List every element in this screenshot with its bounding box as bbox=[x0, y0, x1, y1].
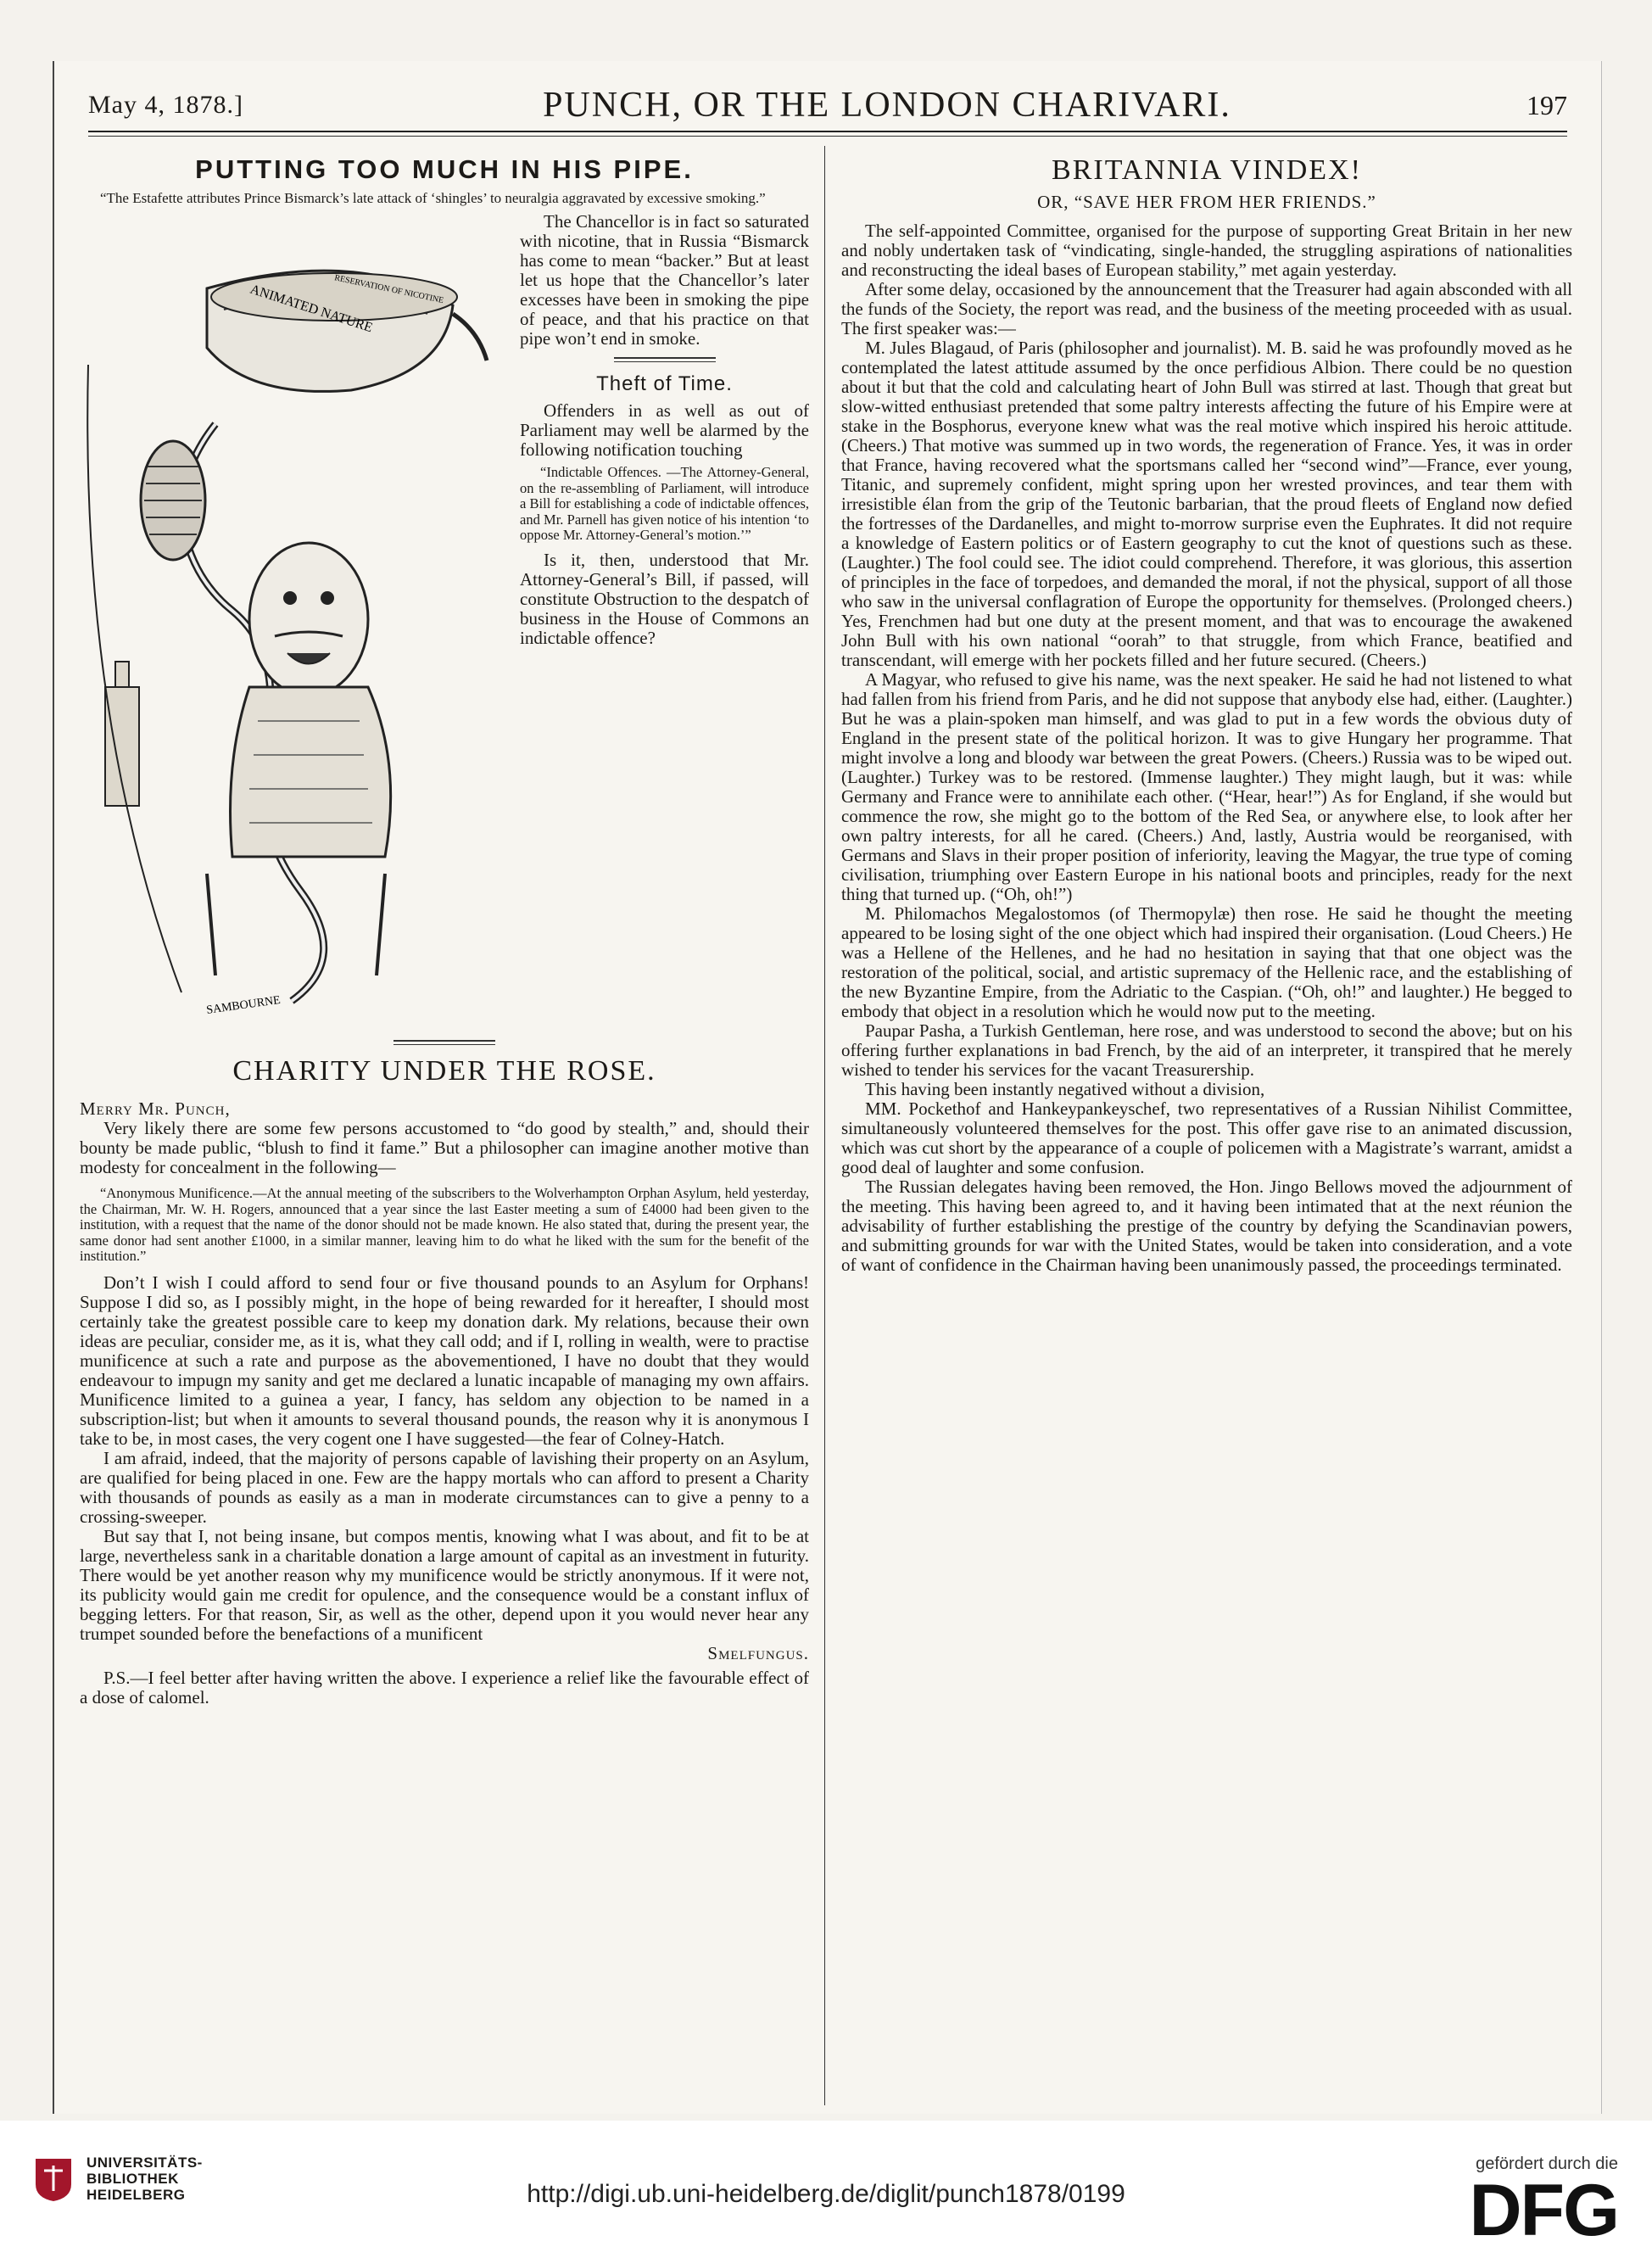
permalink-url[interactable]: http://digi.ub.uni-heidelberg.de/diglit/punch1878/0199 bbox=[527, 2180, 1125, 2208]
britannia-paragraph: The Russian delegates having been removed, the Hon. Jingo Bellows moved the adjournment of the meeting. This having been agreed to, and it having been intimated that at the next réunion the advisability of further establishing the prestige of the country by defying the Scandinavian powers, and submitting grounds for war with the United States, would be taken into consideration, and a vote of want of confidence in the Chairman having been unanimously passed, the proceedings terminated. bbox=[841, 1177, 1572, 1275]
newspaper-page bbox=[53, 61, 1602, 2114]
article-title-theft: Theft of Time. bbox=[596, 372, 733, 395]
issue-date: May 4, 1878.] bbox=[88, 91, 243, 119]
theft-paragraph-1: Offenders in as well as out of Parliament may well be alarmed by the following notification touching bbox=[520, 400, 809, 460]
artist-signature: SAMBOURNE bbox=[205, 993, 282, 1017]
charity-paragraph-4: But say that I, not being insane, but compos mentis, knowing what I was about, and fit to be at large, nevertheless sank in a charitable donation a large amount of capital as an investment in futurity. There would be yet another reason why my munificence would be strictly anonymous. If it were not, its publicity would gain me credit for opulence, and the consequence would be a constant influx of begging letters. For that reason, Sir, as well as the other, depend upon it you would never hear any trumpet sounded before the benefactions of a munificent bbox=[80, 1525, 809, 1644]
pipe-paragraph: The Chancellor is in fact so saturated with nicotine, that in Russia “Bismarck has come to mean “backer.” But at least let us hope that the Chancellor’s later excesses have been in smoking the pipe of peace, and that his practice on that pipe won’t end in smoke. bbox=[520, 211, 809, 349]
britannia-paragraph: M. Philomachos Megalostomos (of Thermopylæ) then rose. He said he thought the meeting appeared to be losing sight of the one object which had inspired their organisation. (Loud Cheers.) He was a Hellene of the Hellenes, and he had no hesitation in saying that that one object was the restoration of the political, social, and artistic supremacy of the Hellenic race, and the establishing of the new Byzantine Empire, from the Adriatic to the Caspian. (“Oh, oh!” and laughter.) He begged to embody that object in a resolution which he would now put to the meeting. bbox=[841, 903, 1572, 1021]
funder-label: gefördert durch die bbox=[1476, 2155, 1618, 2173]
pipe-article-body bbox=[80, 212, 809, 1026]
cartoon-illustration bbox=[80, 212, 508, 1026]
bismarck-pipe-cartoon bbox=[80, 212, 508, 1026]
charity-postscript: P.S.—I feel better after having written the above. I experience a relief like the favourable effect of a dose of calomel. bbox=[80, 1667, 809, 1707]
charity-paragraph-2: Don’t I wish I could afford to send four or five thousand pounds to an Asylum for Orphans! Suppose I did so, as I possibly might, in the hope of being rewarded for it hereafter, I should most certainly take the greatest possible care to keep my donation dark. My relations, because their own ideas are peculiar, consider me, as it is, what they call odd; and if I, rolling in wealth, were to practise munificence at such a rate and purpose as the abovementioned, I have no doubt that they would endeavour to impugn my sanity and get me declared a lunatic incapable of managing my own affairs. Munificence limited to a guinea a year, I fancy, has seldom any objection to be named in a subscription-list; but when it amounts to several thousand pounds, the reason why it is anonymous I take to be, in most cases, the very cogent one I have suggested—the fear of Colney-Hatch. bbox=[80, 1272, 809, 1449]
charity-paragraph-3: I am afraid, indeed, that the majority of persons capable of lavishing their property on an Asylum, are qualified for being placed in one. Few are the happy mortals who can afford to present a Charity with thousands of pounds as easily as a man in moderate circumstances can to give a penny to a crossing-sweeper. bbox=[80, 1447, 809, 1527]
theft-paragraph-2: Is it, then, understood that Mr. Attorney-General’s Bill, if passed, will constitute Obstruction to the despatch of business in the House of Commons an indictable offence? bbox=[520, 549, 809, 648]
britannia-paragraph: This having been instantly negatived without a division, bbox=[865, 1079, 1265, 1099]
section-rule bbox=[614, 357, 716, 362]
charity-signature: Smelfungus. bbox=[707, 1642, 809, 1663]
page-header bbox=[88, 80, 1567, 132]
britannia-paragraph: After some delay, occasioned by the announcement that the Treasurer had again absconded with all the funds of the Society, the report was read, and the business of the meeting proceeded with as usual. The first speaker was:— bbox=[841, 279, 1572, 338]
section-rule bbox=[393, 1040, 495, 1045]
article-subtitle-britannia: OR, “SAVE HER FROM HER FRIENDS.” bbox=[1037, 192, 1376, 212]
pipe-side-text bbox=[520, 212, 809, 1026]
charity-paragraph-1: Very likely there are some few persons accustomed to “do good by stealth,” and, should their bounty be made public, “blush to find it fame.” But a philosopher can imagine another motive than modesty for concealment in the following— bbox=[80, 1118, 809, 1177]
charity-quote: “Anonymous Munificence.—At the annual meeting of the subscribers to the Wolverhampton Orphan Asylum, held yesterday, the Chairman, Mr. W. H. Rogers, announced that a year since the last Easter meeting a sum of £4000 had been given to the institution, with a request that the name of the donor should not be made known. He also stated that, during the present year, the same donor had sent another £1000, in a similar manner, leaving him to do what he liked with the sum for the benefit of the institution.” bbox=[80, 1185, 809, 1264]
right-column bbox=[841, 154, 1572, 1275]
britannia-paragraph: MM. Pockethof and Hankeypankeyschef, two representatives of a Russian Nihilist Committee, simultaneously volunteered themselves for the post. This offer gave rise to an animated discussion, which was cut short by the appearance of a couple of policemen with a Magistrate’s warrant, amidst a good deal of laughter and some confusion. bbox=[841, 1098, 1572, 1177]
left-column bbox=[80, 154, 809, 1707]
digitization-footer bbox=[0, 2121, 1652, 2258]
article-title-britannia: BRITANNIA VINDEX! bbox=[1052, 154, 1362, 186]
publication-title: PUNCH, OR THE LONDON CHARIVARI. bbox=[543, 86, 1231, 125]
britannia-paragraph: Paupar Pasha, a Turkish Gentleman, here rose, and was understood to second the above; but on his offering further explanations in bad French, by the aid of an interpreter, it transpired that he merely wished to tender his services for the vacant Treasurership. bbox=[841, 1020, 1572, 1080]
funder-block bbox=[1469, 2155, 1618, 2251]
page-number: 197 bbox=[1526, 89, 1567, 120]
library-name-line: HEIDELBERG bbox=[87, 2187, 186, 2203]
britannia-paragraph: M. Jules Blagaud, of Paris (philosopher and journalist). M. B. said he was profoundly moved as he contemplated the latest attitude assumed by the once perfidious Albion. There could be no question about it but that the cold and calculating heart of John Bull was stirred at last. Though that great but slow-witted enthusiast pretended that some paltry interests affecting the future of his Empire were at stake in the Bosphorus, everyone knew what was the real motive which inspired his heroic attitude. (Cheers.) That motive was summed up in two words, the regeneration of France. Yes, it was in order that France, having recovered what the sportsmans called her “second wind”—France, ever young, Titanic, and supremely confident, might spring upon her wrested provinces, and tear them with irresistible élan from the grip of the Teutonic barbarian, that the proud fleets of England now defied the fortresses of the Dardanelles, and might to-morrow surprise even the Euphrates. It did not require a knowledge of Eastern politics or of Eastern geography to cut the knot of questions such as these. (Laughter.) The fool could see. The idiot could comprehend. Therefore, it was glorious, this assertion of principles in the face of torpedoes, and demanded the moral, if not the physical, support of all those who saw in the universal conflagration of Europe the opportunity for themselves. (Prolonged cheers.) Yes, Frenchmen had but one duty at the present moment, and that was to encourage the awakened John Bull with his own national “oorah” to that struggle, from which France, beatified and transcendant, will emerge with her pockets filled and her future secured. (Cheers.) bbox=[841, 338, 1572, 670]
article-title-pipe: PUTTING TOO MUCH IN HIS PIPE. bbox=[195, 154, 694, 184]
pipe-label-animated-nature: ANIMATED NATURE bbox=[248, 282, 375, 336]
britannia-paragraph: A Magyar, who refused to give his name, was the next speaker. He said he had not listened to what had fallen from his friend from Paris, and he did not suppose that anybody else had, either. (Laughter.) But he was a plain-spoken man himself, and was glad to put in a few words the obvious duty of England in the present state of the political horizon. It was to give Hungary her programme. That might involve a long and bloody war between the great Powers. (Cheers.) Russia was to be wiped out. (Laughter.) Turkey was to be restored. (Immense laughter.) They might laugh, but it was: while Germany and France were to annihilate each other. (“Hear, hear!”) As for England, if she would but commence the row, she might go to the bottom of the Red Sea, or anywhere else, to look after her own paltry interests, for all he cared. (Cheers.) And, lastly, Austria would be reorganised, with Germans and Slavs in their proper position of inferiority, leaving the Magyar, the true type of coming civilisation, triumphing over Eastern Europe in his national boots and principles, ready for the next thing that turned up. (“Oh, oh!”) bbox=[841, 669, 1572, 904]
britannia-paragraph: The self-appointed Committee, organised for the purpose of supporting Great Britain in her new and nobly undertaken task of “vindicating, single-handed, the struggling aspirations of nationalities and reconstructing the ideal bases of European stability,” met again yesterday. bbox=[841, 221, 1572, 280]
charity-salutation: Merry Mr. Punch, bbox=[80, 1098, 231, 1119]
library-name-line: UNIVERSITÄTS- bbox=[87, 2155, 203, 2171]
library-name-line: BIBLIOTHEK bbox=[87, 2171, 179, 2187]
dfg-logo: DFG bbox=[1469, 2170, 1618, 2251]
pipe-epigraph: “The Estafette attributes Prince Bismarck’s late attack of ‘shingles’ to neuralgia aggravated by excessive smoking.” bbox=[100, 190, 766, 206]
pipe-label-nicotine: RESERVATION OF NICOTINE bbox=[333, 273, 445, 306]
article-title-charity: CHARITY UNDER THE ROSE. bbox=[232, 1055, 656, 1087]
theft-quote: “Indictable Offences. —The Attorney-General, on the re-assembling of Parliament, will introduce a Bill for establishing a code of indictable offences, and Mr. Parnell has given notice of his intention ‘to oppose Mr. Attorney-General’s motion.’” bbox=[520, 464, 809, 543]
column-divider bbox=[824, 146, 825, 2105]
header-rule bbox=[88, 136, 1567, 137]
